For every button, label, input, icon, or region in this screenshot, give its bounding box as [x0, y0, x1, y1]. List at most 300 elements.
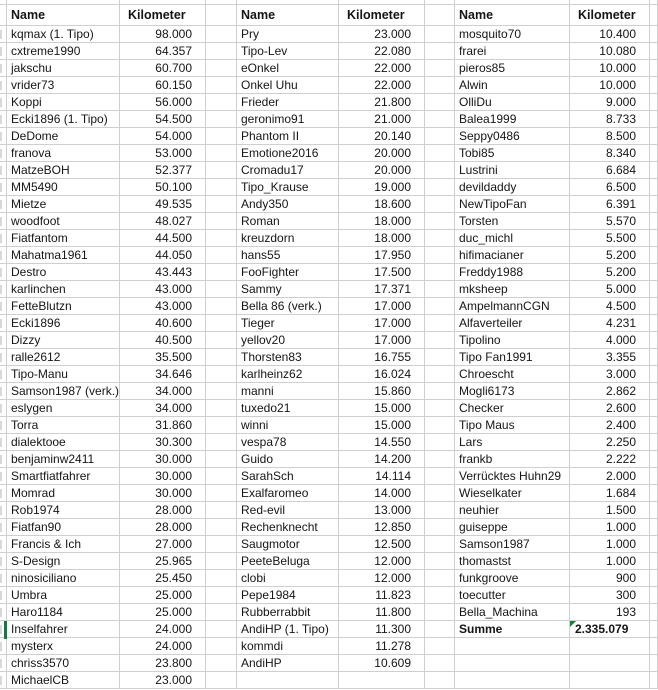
name-cell[interactable]: Lustrini — [455, 162, 570, 179]
kilometer-cell[interactable]: 25.000 — [120, 604, 206, 621]
kilometer-cell[interactable]: 60.150 — [120, 77, 206, 94]
kilometer-cell[interactable]: 20.140 — [339, 128, 425, 145]
kilometer-cell[interactable]: 2.600 — [570, 400, 650, 417]
kilometer-cell[interactable] — [570, 638, 650, 655]
kilometer-cell[interactable]: 52.377 — [120, 162, 206, 179]
name-cell[interactable]: karlinchen — [7, 281, 120, 298]
empty-cell — [425, 434, 455, 451]
name-cell[interactable] — [455, 655, 570, 672]
name-cell[interactable]: jakschu — [7, 60, 120, 77]
name-cell[interactable]: Freddy1988 — [455, 264, 570, 281]
name-cell[interactable]: Andy350 — [237, 196, 339, 213]
kilometer-cell[interactable]: 4.500 — [570, 298, 650, 315]
kilometer-cell[interactable]: 53.000 — [120, 145, 206, 162]
name-cell[interactable]: Onkel Uhu — [237, 77, 339, 94]
empty-cell — [425, 332, 455, 349]
name-cell[interactable]: Umbra — [7, 587, 120, 604]
name-cell[interactable] — [455, 672, 570, 689]
name-cell[interactable]: Samson1987 (verk.) — [7, 383, 120, 400]
name-cell[interactable]: Emotione2016 — [237, 145, 339, 162]
kilometer-cell[interactable]: 2.250 — [570, 434, 650, 451]
kilometer-cell[interactable]: 14.000 — [339, 485, 425, 502]
kilometer-cell[interactable]: 1.000 — [570, 553, 650, 570]
kilometer-cell[interactable]: 24.000 — [120, 621, 206, 638]
kilometer-cell[interactable]: 15.000 — [339, 400, 425, 417]
kilometer-cell[interactable]: 5.200 — [570, 247, 650, 264]
kilometer-cell[interactable]: 34.000 — [120, 383, 206, 400]
kilometer-cell[interactable]: 17.371 — [339, 281, 425, 298]
empty-cell — [650, 60, 658, 77]
name-cell[interactable]: Guido — [237, 451, 339, 468]
empty-cell — [206, 77, 237, 94]
kilometer-cell[interactable]: 40.500 — [120, 332, 206, 349]
kilometer-cell[interactable]: 2.400 — [570, 417, 650, 434]
empty-cell — [425, 536, 455, 553]
name-cell[interactable]: AmpelmannCGN — [455, 298, 570, 315]
name-cell[interactable]: kreuzdorn — [237, 230, 339, 247]
empty-cell — [425, 349, 455, 366]
kilometer-cell[interactable]: 28.000 — [120, 502, 206, 519]
name-cell[interactable]: Alwin — [455, 77, 570, 94]
kilometer-cell[interactable]: 54.500 — [120, 111, 206, 128]
empty-cell — [650, 383, 658, 400]
name-cell[interactable]: AndiHP — [237, 655, 339, 672]
kilometer-cell[interactable]: 8.733 — [570, 111, 650, 128]
kilometer-cell[interactable]: 22.000 — [339, 77, 425, 94]
name-cell[interactable]: Smartfiatfahrer — [7, 468, 120, 485]
empty-cell — [650, 111, 658, 128]
name-cell[interactable]: Frieder — [237, 94, 339, 111]
kilometer-cell[interactable]: 11.823 — [339, 587, 425, 604]
name-cell[interactable]: Red-evil — [237, 502, 339, 519]
name-cell[interactable]: Ecki1896 — [7, 315, 120, 332]
name-cell[interactable]: FooFighter — [237, 264, 339, 281]
cropped-content-tick — [0, 115, 2, 124]
name-cell[interactable]: Destro — [7, 264, 120, 281]
kilometer-cell[interactable]: 48.027 — [120, 213, 206, 230]
name-cell[interactable]: clobi — [237, 570, 339, 587]
name-cell[interactable]: Mogli6173 — [455, 383, 570, 400]
kilometer-cell[interactable]: 17.000 — [339, 298, 425, 315]
empty-cell — [206, 281, 237, 298]
kilometer-cell[interactable]: 1.684 — [570, 485, 650, 502]
kilometer-cell[interactable]: 22.000 — [339, 60, 425, 77]
cropped-content-tick — [0, 455, 2, 464]
kilometer-cell[interactable]: 15.000 — [339, 417, 425, 434]
name-cell[interactable]: woodfoot — [7, 213, 120, 230]
kilometer-cell[interactable]: 25.965 — [120, 553, 206, 570]
name-cell[interactable]: Mahatma1961 — [7, 247, 120, 264]
kilometer-cell[interactable]: 12.850 — [339, 519, 425, 536]
cropped-content-tick — [0, 659, 2, 668]
name-cell[interactable] — [455, 638, 570, 655]
name-cell[interactable]: Tipo_Krause — [237, 179, 339, 196]
kilometer-cell[interactable]: 10.000 — [570, 60, 650, 77]
name-cell[interactable]: Fiatfantom — [7, 230, 120, 247]
kilometer-cell[interactable]: 17.500 — [339, 264, 425, 281]
kilometer-cell[interactable]: 5.200 — [570, 264, 650, 281]
name-cell[interactable]: Samson1987 — [455, 536, 570, 553]
name-cell[interactable]: SarahSch — [237, 468, 339, 485]
name-cell[interactable]: Tipo-Manu — [7, 366, 120, 383]
name-cell[interactable]: Tieger — [237, 315, 339, 332]
name-cell[interactable]: eOnkel — [237, 60, 339, 77]
kilometer-cell[interactable]: 10.000 — [570, 77, 650, 94]
kilometer-cell[interactable]: 2.862 — [570, 383, 650, 400]
name-cell[interactable]: Phantom II — [237, 128, 339, 145]
kilometer-cell[interactable]: 31.860 — [120, 417, 206, 434]
empty-cell — [206, 502, 237, 519]
kilometer-cell[interactable]: 21.000 — [339, 111, 425, 128]
empty-cell — [650, 417, 658, 434]
name-cell[interactable]: Koppi — [7, 94, 120, 111]
name-cell[interactable]: yellov20 — [237, 332, 339, 349]
kilometer-cell[interactable]: 50.100 — [120, 179, 206, 196]
name-cell[interactable]: frarei — [455, 43, 570, 60]
kilometer-cell[interactable]: 3.000 — [570, 366, 650, 383]
empty-cell — [650, 502, 658, 519]
name-cell[interactable]: funkgroove — [455, 570, 570, 587]
cropped-content-tick — [0, 251, 2, 260]
empty-cell — [650, 434, 658, 451]
kilometer-cell[interactable]: 2.222 — [570, 451, 650, 468]
name-cell[interactable]: toecutter — [455, 587, 570, 604]
kilometer-cell[interactable]: 2.000 — [570, 468, 650, 485]
name-cell[interactable]: Rechenknecht — [237, 519, 339, 536]
name-cell[interactable]: tuxedo21 — [237, 400, 339, 417]
kilometer-cell[interactable]: 23.000 — [339, 26, 425, 43]
name-cell[interactable]: manni — [237, 383, 339, 400]
kilometer-cell[interactable]: 1.000 — [570, 519, 650, 536]
name-cell[interactable]: geronimo91 — [237, 111, 339, 128]
name-cell[interactable]: Bella 86 (verk.) — [237, 298, 339, 315]
name-cell[interactable]: Mietze — [7, 196, 120, 213]
kilometer-cell[interactable]: 34.000 — [120, 400, 206, 417]
kilometer-cell[interactable]: 30.000 — [120, 451, 206, 468]
empty-cell — [650, 264, 658, 281]
kilometer-cell[interactable]: 21.800 — [339, 94, 425, 111]
kilometer-cell[interactable]: 35.500 — [120, 349, 206, 366]
group1-name-header[interactable]: Name — [7, 5, 120, 26]
name-cell[interactable]: Pry — [237, 26, 339, 43]
cropped-content-tick — [0, 489, 2, 498]
name-cell[interactable]: Exalfaromeo — [237, 485, 339, 502]
name-cell[interactable]: Tipo Fan1991 — [455, 349, 570, 366]
name-cell[interactable]: PeeteBeluga — [237, 553, 339, 570]
kilometer-cell[interactable]: 300 — [570, 587, 650, 604]
kilometer-cell[interactable]: 900 — [570, 570, 650, 587]
name-cell[interactable]: Francis & Ich — [7, 536, 120, 553]
name-cell[interactable]: cxtreme1990 — [7, 43, 120, 60]
kilometer-cell[interactable]: 4.231 — [570, 315, 650, 332]
kilometer-cell[interactable]: 20.000 — [339, 162, 425, 179]
name-cell[interactable]: ralle2612 — [7, 349, 120, 366]
name-cell[interactable]: winni — [237, 417, 339, 434]
kilometer-cell[interactable]: 44.050 — [120, 247, 206, 264]
error-triangle-icon — [570, 621, 576, 627]
cropped-content-tick — [0, 472, 2, 481]
name-cell[interactable]: Tipo-Lev — [237, 43, 339, 60]
empty-cell — [425, 179, 455, 196]
empty-cell — [650, 638, 658, 655]
name-cell[interactable]: Lars — [455, 434, 570, 451]
name-cell[interactable]: neuhier — [455, 502, 570, 519]
name-cell[interactable]: MM5490 — [7, 179, 120, 196]
kilometer-cell[interactable]: 17.000 — [339, 315, 425, 332]
kilometer-cell[interactable]: 24.000 — [120, 638, 206, 655]
name-cell[interactable]: Inselfahrer — [7, 621, 120, 638]
kilometer-cell[interactable]: 14.114 — [339, 468, 425, 485]
kilometer-cell[interactable]: 16.755 — [339, 349, 425, 366]
kilometer-cell[interactable] — [570, 655, 650, 672]
empty-cell — [425, 366, 455, 383]
empty-cell — [650, 281, 658, 298]
kilometer-cell[interactable]: 12.000 — [339, 553, 425, 570]
kilometer-cell[interactable]: 54.000 — [120, 128, 206, 145]
name-cell[interactable]: Checker — [455, 400, 570, 417]
cropped-content-tick — [0, 30, 2, 39]
empty-cell — [650, 468, 658, 485]
empty-cell — [425, 315, 455, 332]
name-cell[interactable]: kqmax (1. Tipo) — [7, 26, 120, 43]
cropped-content-tick — [0, 421, 2, 430]
empty-cell — [425, 519, 455, 536]
kilometer-cell[interactable]: 12.000 — [339, 570, 425, 587]
name-cell[interactable]: Seppy0486 — [455, 128, 570, 145]
name-cell[interactable]: NewTipoFan — [455, 196, 570, 213]
group3-kilometer-header[interactable]: Kilometer — [570, 5, 650, 26]
name-cell[interactable]: Haro1184 — [7, 604, 120, 621]
name-cell[interactable]: Sammy — [237, 281, 339, 298]
cropped-content-tick — [0, 98, 2, 107]
name-cell[interactable]: Roman — [237, 213, 339, 230]
group1-kilometer-header[interactable]: Kilometer — [120, 5, 206, 26]
empty-cell — [206, 111, 237, 128]
name-cell[interactable]: ninosiciliano — [7, 570, 120, 587]
kilometer-cell[interactable]: 193 — [570, 604, 650, 621]
name-cell[interactable]: kommdi — [237, 638, 339, 655]
empty-cell — [206, 570, 237, 587]
name-cell[interactable]: mosquito70 — [455, 26, 570, 43]
kilometer-cell[interactable]: 23.800 — [120, 655, 206, 672]
kilometer-cell[interactable]: 13.000 — [339, 502, 425, 519]
name-cell[interactable]: Wieselkater — [455, 485, 570, 502]
group3-name-header[interactable]: Name — [455, 5, 570, 26]
name-cell[interactable]: Pepe1984 — [237, 587, 339, 604]
kilometer-cell[interactable] — [570, 672, 650, 689]
kilometer-cell[interactable]: 44.500 — [120, 230, 206, 247]
kilometer-cell[interactable]: 8.500 — [570, 128, 650, 145]
empty-cell — [206, 332, 237, 349]
kilometer-cell[interactable]: 4.000 — [570, 332, 650, 349]
name-cell[interactable]: Momrad — [7, 485, 120, 502]
empty-cell — [650, 604, 658, 621]
empty-gap-column-2 — [425, 0, 455, 690]
empty-cell — [206, 417, 237, 434]
name-cell[interactable]: FetteBlutzn — [7, 298, 120, 315]
kilometer-cell[interactable] — [339, 672, 425, 689]
kilometer-cell[interactable]: 18.000 — [339, 230, 425, 247]
kilometer-cell[interactable]: 25.450 — [120, 570, 206, 587]
kilometer-cell[interactable]: 49.535 — [120, 196, 206, 213]
name-cell[interactable]: Rubberrabbit — [237, 604, 339, 621]
kilometer-cell[interactable]: 3.355 — [570, 349, 650, 366]
name-cell[interactable]: mysterx — [7, 638, 120, 655]
kilometer-cell[interactable]: 6.500 — [570, 179, 650, 196]
name-cell[interactable]: MichaelCB — [7, 672, 120, 689]
name-cell[interactable]: S-Design — [7, 553, 120, 570]
group2-name-header[interactable]: Name — [237, 5, 339, 26]
name-cell[interactable]: pieros85 — [455, 60, 570, 77]
kilometer-cell[interactable]: 10.609 — [339, 655, 425, 672]
name-cell[interactable]: Tipo Maus — [455, 417, 570, 434]
empty-cell — [650, 570, 658, 587]
kilometer-cell[interactable]: 17.000 — [339, 332, 425, 349]
kilometer-cell[interactable]: 1.000 — [570, 536, 650, 553]
kilometer-cell[interactable]: 34.646 — [120, 366, 206, 383]
empty-cell — [650, 655, 658, 672]
name-cell[interactable]: duc_michl — [455, 230, 570, 247]
kilometer-cell[interactable]: 15.860 — [339, 383, 425, 400]
kilometer-cell[interactable]: 11.300 — [339, 621, 425, 638]
empty-cell — [650, 451, 658, 468]
kilometer-cell[interactable]: 8.340 — [570, 145, 650, 162]
name-cell[interactable]: karlheinz62 — [237, 366, 339, 383]
name-cell[interactable]: guiseppe — [455, 519, 570, 536]
kilometer-cell[interactable]: 19.000 — [339, 179, 425, 196]
name-cell[interactable]: Tobi85 — [455, 145, 570, 162]
name-cell[interactable]: benjaminw2411 — [7, 451, 120, 468]
empty-cell — [650, 349, 658, 366]
name-cell[interactable]: OlliDu — [455, 94, 570, 111]
name-cell[interactable]: DeDome — [7, 128, 120, 145]
name-cell[interactable]: AndiHP (1. Tipo) — [237, 621, 339, 638]
kilometer-cell[interactable]: 56.000 — [120, 94, 206, 111]
empty-cell — [425, 468, 455, 485]
empty-cell — [650, 230, 658, 247]
kilometer-cell[interactable]: 22.080 — [339, 43, 425, 60]
kilometer-cell[interactable]: 27.000 — [120, 536, 206, 553]
kilometer-cell[interactable]: 60.700 — [120, 60, 206, 77]
cropped-content-tick — [0, 149, 2, 158]
name-cell[interactable]: eslygen — [7, 400, 120, 417]
empty-cell — [206, 179, 237, 196]
name-cell[interactable]: dialektooe — [7, 434, 120, 451]
name-cell[interactable]: Verrücktes Huhn29 — [455, 468, 570, 485]
empty-cell — [206, 315, 237, 332]
empty-cell — [425, 213, 455, 230]
kilometer-cell[interactable]: 12.500 — [339, 536, 425, 553]
kilometer-cell[interactable]: 6.684 — [570, 162, 650, 179]
empty-cell — [206, 247, 237, 264]
name-cell[interactable]: Ecki1896 (1. Tipo) — [7, 111, 120, 128]
kilometer-cell[interactable]: 11.800 — [339, 604, 425, 621]
name-cell[interactable]: Dizzy — [7, 332, 120, 349]
empty-cell — [206, 349, 237, 366]
name-cell[interactable]: thomastst — [455, 553, 570, 570]
name-cell[interactable]: Cromadu17 — [237, 162, 339, 179]
name-cell[interactable]: Fiatfan90 — [7, 519, 120, 536]
kilometer-cell[interactable]: 98.000 — [120, 26, 206, 43]
name-cell[interactable]: Bella_Machina — [455, 604, 570, 621]
name-cell[interactable]: devildaddy — [455, 179, 570, 196]
name-cell[interactable]: franova — [7, 145, 120, 162]
kilometer-cell[interactable]: 43.000 — [120, 298, 206, 315]
kilometer-cell[interactable]: 18.000 — [339, 213, 425, 230]
name-cell[interactable] — [237, 672, 339, 689]
kilometer-cell[interactable]: 43.443 — [120, 264, 206, 281]
name-cell[interactable]: Thorsten83 — [237, 349, 339, 366]
kilometer-cell[interactable]: 2.335.079 — [570, 621, 650, 638]
empty-cell — [206, 26, 237, 43]
cropped-content-tick — [0, 81, 2, 90]
kilometer-cell[interactable]: 30.300 — [120, 434, 206, 451]
name-cell[interactable]: vrider73 — [7, 77, 120, 94]
name-cell[interactable]: chriss3570 — [7, 655, 120, 672]
kilometer-cell[interactable]: 9.000 — [570, 94, 650, 111]
kilometer-cell[interactable]: 1.500 — [570, 502, 650, 519]
kilometer-cell[interactable]: 30.000 — [120, 485, 206, 502]
empty-cell — [206, 468, 237, 485]
kilometer-cell[interactable]: 6.391 — [570, 196, 650, 213]
kilometer-cell[interactable]: 40.600 — [120, 315, 206, 332]
kilometer-cell[interactable]: 20.000 — [339, 145, 425, 162]
kilometer-cell[interactable]: 14.200 — [339, 451, 425, 468]
name-cell[interactable]: Saugmotor — [237, 536, 339, 553]
name-cell[interactable]: MatzeBOH — [7, 162, 120, 179]
kilometer-cell[interactable]: 43.000 — [120, 281, 206, 298]
kilometer-cell[interactable]: 23.000 — [120, 672, 206, 689]
kilometer-cell[interactable]: 5.570 — [570, 213, 650, 230]
name-cell[interactable]: vespa78 — [237, 434, 339, 451]
name-cell[interactable]: Torra — [7, 417, 120, 434]
name-cell[interactable]: mksheep — [455, 281, 570, 298]
kilometer-cell[interactable]: 10.400 — [570, 26, 650, 43]
empty-cell — [206, 400, 237, 417]
empty-cell — [650, 5, 658, 26]
cropped-content-tick — [0, 506, 2, 515]
kilometer-cell[interactable]: 5.000 — [570, 281, 650, 298]
kilometer-cell[interactable]: 11.278 — [339, 638, 425, 655]
empty-cell — [650, 621, 658, 638]
group2-kilometer-header[interactable]: Kilometer — [339, 5, 425, 26]
empty-cell — [425, 570, 455, 587]
name-cell[interactable]: Tipolino — [455, 332, 570, 349]
kilometer-cell[interactable]: 18.600 — [339, 196, 425, 213]
name-cell[interactable]: hifimacianer — [455, 247, 570, 264]
name-cell[interactable]: Alfaverteiler — [455, 315, 570, 332]
empty-cell — [650, 298, 658, 315]
name-cell[interactable]: Summe — [455, 621, 570, 638]
kilometer-cell[interactable]: 14.550 — [339, 434, 425, 451]
kilometer-cell[interactable]: 10.080 — [570, 43, 650, 60]
empty-cell — [650, 672, 658, 689]
name-cell[interactable]: Torsten — [455, 213, 570, 230]
kilometer-cell[interactable]: 5.500 — [570, 230, 650, 247]
kilometer-cell[interactable]: 25.000 — [120, 587, 206, 604]
name-cell[interactable]: frankb — [455, 451, 570, 468]
name-cell[interactable]: hans55 — [237, 247, 339, 264]
kilometer-cell[interactable]: 17.950 — [339, 247, 425, 264]
name-cell[interactable]: Chroescht — [455, 366, 570, 383]
name-cell[interactable]: Balea1999 — [455, 111, 570, 128]
name-cell[interactable]: Rob1974 — [7, 502, 120, 519]
kilometer-cell[interactable]: 64.357 — [120, 43, 206, 60]
empty-cell — [206, 264, 237, 281]
kilometer-cell[interactable]: 28.000 — [120, 519, 206, 536]
kilometer-cell[interactable]: 30.000 — [120, 468, 206, 485]
kilometer-cell[interactable]: 16.024 — [339, 366, 425, 383]
